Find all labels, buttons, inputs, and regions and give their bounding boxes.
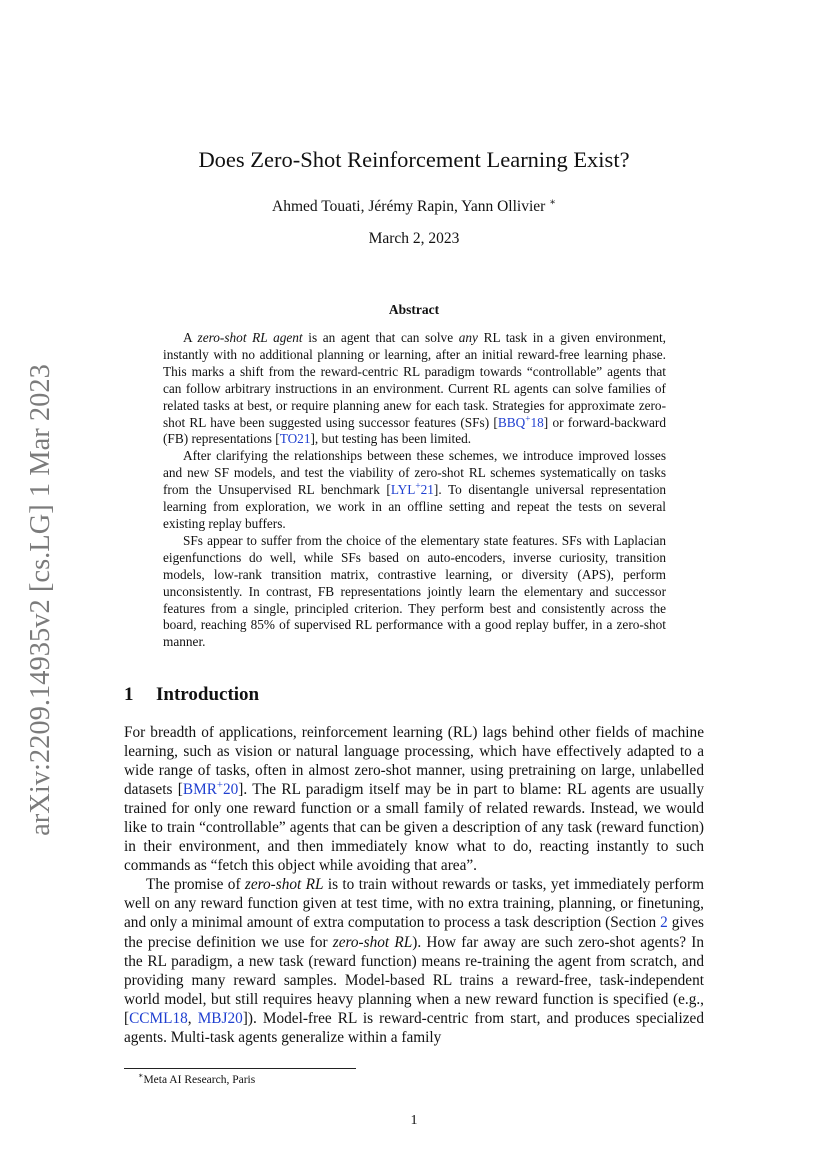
footnote-text: Meta AI Research, Paris	[143, 1074, 256, 1086]
author-footnote-mark[interactable]: ∗	[549, 196, 556, 208]
citation-link[interactable]: MBJ20	[197, 1009, 243, 1027]
author-names: Ahmed Touati, Jérémy Rapin, Yann Ollivier	[272, 198, 546, 215]
page-number: 1	[410, 1113, 418, 1128]
abstract-body	[163, 330, 666, 651]
citation-link[interactable]: CCML18	[129, 1009, 188, 1027]
citation-link[interactable]: LYL+21	[390, 481, 434, 498]
paper-title: Does Zero-Shot Reinforcement Learning Exist?	[198, 147, 630, 172]
footnote	[138, 1071, 256, 1086]
citation-link[interactable]: BBQ+18	[497, 414, 544, 430]
citation-link[interactable]: BMR+20	[182, 779, 239, 799]
section-ref-link[interactable]: 2	[660, 914, 668, 932]
footnote-rule	[124, 1068, 356, 1069]
citation-link[interactable]: TO21	[279, 431, 311, 447]
section-heading	[124, 684, 259, 706]
paper-authors	[0, 198, 828, 216]
section-number: 1	[124, 684, 134, 705]
abstract-heading: Abstract	[388, 302, 440, 317]
abstract-paragraph-1: A zero-shot RL agent is an agent that can solve any RL task in a given environment, instantly with no additional planning or learning, after an initial reward-free learning phase. This marks a shift from the reward-centric RL paradigm towards “controllable” agents that can follow arbitrary instructions in an environment. Current RL agents can solve families of related tasks at best, or require planning anew for each task. Strategies for approximate zero-shot RL have been suggested using successor features (SFs) [BBQ+18] or forward-backward (FB) representations [TO21], but testing has been limited.	[163, 330, 666, 447]
intro-paragraph-2: The promise of zero-shot RL is to train without rewards or tasks, yet immediately perform well on any reward function given at test time, with no extra training, planning, or finetuning, and only a minimal amount of extra computation to process a task description (Section 2 gives the precise definition we use for zero-shot RL). How far away are such zero-shot agents? In the RL paradigm, a new task (reward function) means re-training the agent from scratch, and providing many reward samples. Model-based RL trains a reward-free, task-independent world model, but still requires heavy planning when a new reward function is specified (e.g., [CCML18, MBJ20]). Model-free RL is reward-centric from start, and produces specialized agents. Multi-task agents generalize within a family	[124, 876, 705, 1046]
footnote-mark: ∗	[138, 1071, 144, 1081]
abstract-paragraph-2: After clarifying the relationships between these schemes, we introduce improved losses and new SF models, and test the viability of zero-shot RL schemes systematically on tasks from the Unsupervised RL benchmark [LYL+21]. To disentangle universal representation learning from exploration, we work in an offline setting and repeat the tests on several existing replay buffers.	[163, 448, 666, 531]
arxiv-side-label: arXiv:2209.14935v2 [cs.LG] 1 Mar 2023	[25, 364, 56, 836]
paper-date: March 2, 2023	[368, 230, 460, 247]
section-title: Introduction	[156, 684, 260, 705]
intro-paragraph-1: For breadth of applications, reinforcement learning (RL) lags behind other fields of machine learning, such as vision or natural language processing, which have effectively adapted to a wide range of tasks, often in almost zero-shot manner, using pretraining on large, unlabelled datasets [BMR+20]. The RL paradigm itself may be in part to blame: RL agents are usually trained for only one reward function or a small family of related rewards. Instead, we would like to train “controllable” agents that can be given a description of any task (reward function) in their environment, and then immediately know what to do, reacting instantly to such commands as “fetch this object while avoiding that area”.	[124, 724, 704, 875]
abstract-paragraph-3: SFs appear to suffer from the choice of the elementary state features. SFs with Laplacian eigenfunctions do well, while SFs based on auto-encoders, inverse curiosity, transition models, low-rank transition matrix, contrastive learning, or diversity (APS), perform unconsistently. In contrast, FB representations jointly learn the elementary and successor features from a single, principled criterion. They perform best and consistently across the board, reaching 85% of supervised RL performance with a good replay buffer, in a zero-shot manner.	[163, 532, 666, 650]
intro-body	[124, 723, 704, 1047]
